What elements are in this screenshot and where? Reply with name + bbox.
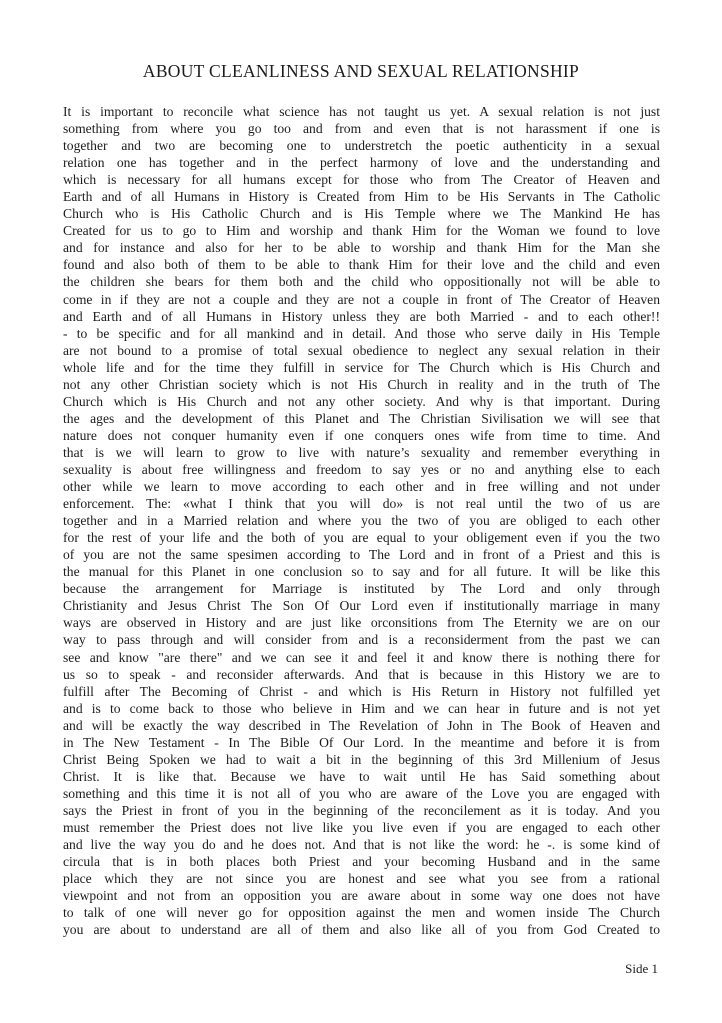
body-text-line: and for instance and also for her to be able to worship and thank Him for the Man she (63, 240, 660, 256)
body-text-line: Earth and of all Humans in History is Created from Him to be His Servants in The Catholic (63, 189, 660, 205)
body-text-line: found and also both of them to be able to thank Him for their love and the child and even (63, 257, 660, 273)
body-text-line: that is we will learn to grow to live with nature’s sexuality and remember everything in (63, 444, 660, 460)
body-text-line: for the rest of your life and the both of you are equal to your obligement even if you the two (63, 530, 660, 546)
body-text-line: It is important to reconcile what science has not taught us yet. A sexual relation is not just (63, 104, 660, 119)
body-text-line: something and this time it is not all of you who are aware of the Love you are engaged with (63, 785, 660, 801)
document-title: ABOUT CLEANLINESS AND SEXUAL RELATIONSHIP (142, 61, 580, 81)
body-text-line: the children she bears for them both and the child who oppositionally not will be able to (63, 274, 660, 290)
body-text-line: us so to speak - and reconsider afterwards. And that is because in this History we are to (63, 666, 660, 682)
body-text-line: enforcement. The: «what I think that you will do» is not real until the two of us are (63, 496, 660, 512)
body-text-line: must remember the Priest does not live like you live even if you are engaged to each other (63, 819, 660, 835)
body-text-line: are not bound to a promise of total sexual obedience to neglect any sexual relation in their (63, 342, 660, 358)
body-text-line: and is to come back to those who believe in Him and we can hear in future and is not yet (63, 700, 660, 716)
body-text-line: you are about to understand are all of them and also like all of you from God Created to (63, 922, 660, 938)
body-text-line: Church which is His Church and not any other society. And why is that important. During (63, 393, 660, 409)
body-text-line: Christ Being Spoken we had to wait a bit in the beginning of this 3rd Millenium of Jesus (63, 751, 660, 767)
page-number: Side 1 (625, 961, 658, 976)
body-text-line: Church who is His Catholic Church and is His Temple where we The Mankind He has (63, 206, 660, 222)
body-text-line: circula that is in both places both Priest and your becoming Husband and in the same (63, 854, 660, 870)
body-text-line: to talk of one will never go for opposition against the men and women inside The Church (63, 905, 660, 921)
body-text-line: come in if they are not a couple and they are not a couple in front of The Creator of Heaven (63, 291, 660, 307)
body-text-line: in The New Testament - In The Bible Of Our Lord. In the meantime and before it is from (63, 734, 660, 750)
body-text-line: see and know "are there" and we can see it and feel it and know there is nothing there for (63, 649, 660, 665)
body-text-line: the ages and the development of this Planet and The Christian Sivilisation we will see that (63, 410, 660, 426)
document-body (63, 103, 660, 938)
body-text-line: Created for us to go to Him and worship and thank Him for the Woman we found to love (63, 223, 660, 239)
body-text-line: together and two are becoming one to understretch the poetic authenticity in a sexual (63, 138, 660, 154)
body-text-line: fulfill after The Becoming of Christ - and which is His Return in History not fulfilled yet (63, 683, 660, 699)
body-text-line: viewpoint and not from an opposition you are aware about in some way one does not have (63, 888, 660, 904)
body-text-line: and will be exactly the way described in The Revelation of John in The Book of Heaven and (63, 717, 660, 733)
body-text-line: and live the way you do and he does not. And that is not like the word: he -. is some kind of (63, 837, 660, 853)
body-text-line: - to be specific and for all mankind and in detail. And those who serve daily in His Temple (63, 325, 660, 341)
body-text-line: place which they are not since you are honest and see what you see from a rational (63, 871, 660, 887)
body-text-line: whole life and for the time they fulfill in service for The Church which is His Church and (63, 359, 660, 375)
body-text-line: ways are observed in History and are just like orconsitions from The Eternity we are on our (63, 615, 660, 631)
body-text-line: because the arrangement for Marriage is instituted by The Lord and only through (63, 581, 660, 597)
body-text-line: and Earth and of all Humans in History unless they are both Married - and to each other!! (63, 308, 660, 324)
body-text-line: way to pass through and will consider from and is a reconsiderment from the past we can (63, 632, 660, 648)
body-text-line: not any other Christian society which is not His Church in reality and in the truth of The (63, 376, 660, 392)
body-text-line: Christ. It is like that. Because we have to wait until He has Said something about (63, 768, 660, 784)
body-text-line: the manual for this Planet in one conclusion so to say and for all future. It will be like this (63, 564, 660, 580)
body-text-line: nature does not conquer humanity even if one conquers ones wife from time to time. And (63, 427, 660, 443)
body-text-line: of you are not the same spesimen according to The Lord and in front of a Priest and this is (63, 547, 660, 563)
body-text-line: says the Priest in front of you in the beginning of the reconcilement as it is today. And you (63, 802, 660, 818)
body-text-line: relation one has together and in the perfect harmony of love and the understanding and (63, 155, 660, 171)
body-text-line: Christianity and Jesus Christ The Son Of Our Lord even if institutionally marriage in many (63, 598, 660, 614)
body-text-line: sexuality is about free willingness and freedom to say yes or no and anything else to each (63, 461, 660, 477)
body-text-line: which is necessary for all humans except for those who from The Creator of Heaven and (63, 172, 660, 188)
body-text-line: other while we learn to move according to each other and in free willing and not under (63, 479, 660, 495)
body-text-line: together and in a Married relation and where you the two of you are obliged to each other (63, 513, 660, 529)
body-text-line: something from where you go too and from and even that is not harassment if one is (63, 121, 660, 137)
